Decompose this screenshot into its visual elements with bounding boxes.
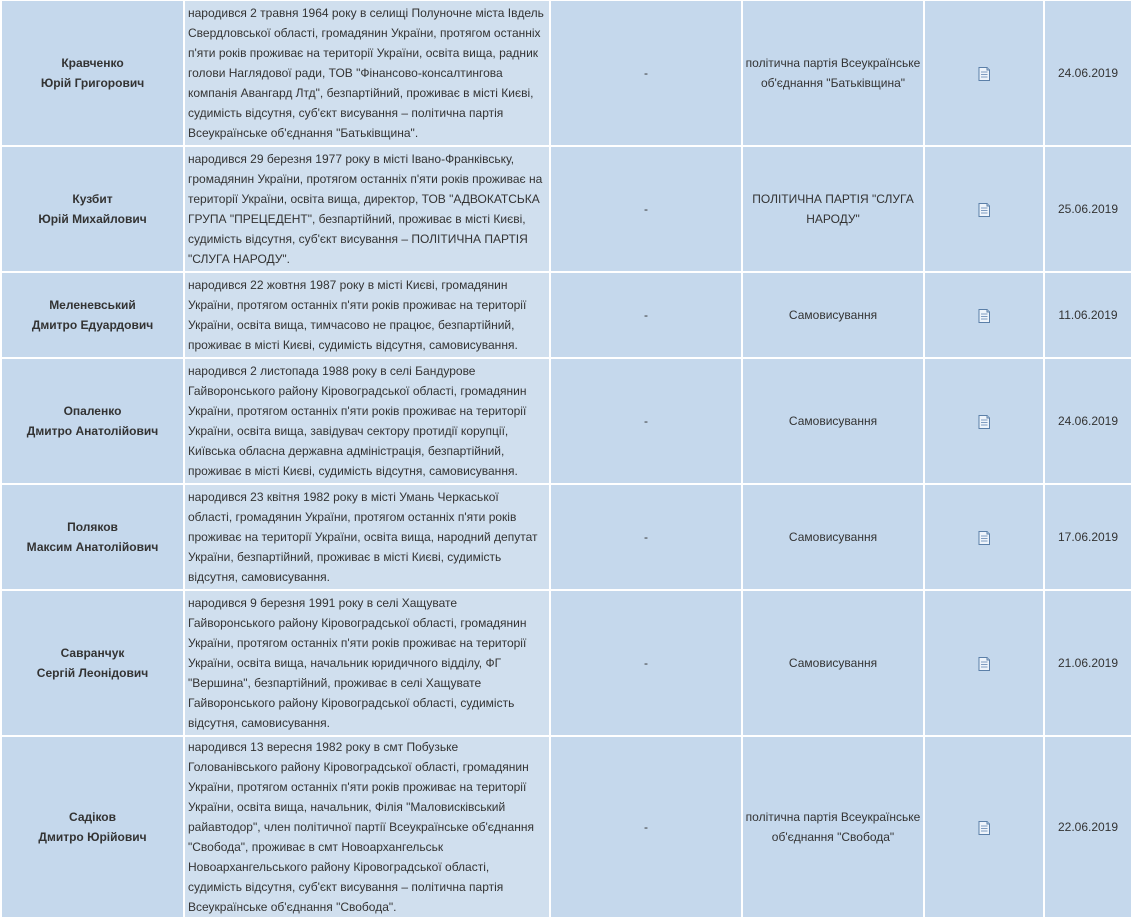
nominating-party: Самовисування	[743, 485, 923, 589]
candidate-surname: Садіков	[69, 810, 116, 824]
candidate-bio: народився 29 березня 1977 року в місті Івано-Франківську, громадянин України, протягом останніх п'яти років проживає на території України, освіта вища, директор, ТОВ "АДВОКАТСЬКА ГРУПА "ПРЕЦЕДЕНТ", безпартійний, проживає в місті Києві, судимість відсутня, суб'єкт висування – ПОЛІТИЧНА ПАРТІЯ "СЛУГА НАРОДУ".	[185, 147, 549, 271]
document-icon[interactable]	[976, 66, 992, 82]
registration-date: 25.06.2019	[1045, 147, 1131, 271]
nominating-party: політична партія Всеукраїнське об'єднання "Свобода"	[743, 737, 923, 917]
candidate-name	[2, 737, 183, 917]
candidate-surname: Савранчук	[60, 646, 125, 660]
document-icon[interactable]	[976, 414, 992, 430]
candidate-name	[2, 359, 183, 483]
empty-cell: -	[551, 147, 741, 271]
table-row	[2, 1, 1131, 145]
candidate-surname: Поляков	[67, 520, 118, 534]
table-row	[2, 147, 1131, 271]
document-icon[interactable]	[976, 202, 992, 218]
table-row	[2, 359, 1131, 483]
candidate-bio: народився 22 жовтня 1987 року в місті Києві, громадянин України, протягом останніх п'яти років проживає на території України, освіта вища, тимчасово не працює, безпартійний, проживає в місті Києві, судимість відсутня, самовисування.	[185, 273, 549, 357]
candidate-given-names: Дмитро Едуардович	[31, 318, 154, 332]
nominating-party: політична партія Всеукраїнське об'єднання "Батьківщина"	[743, 1, 923, 145]
document-icon[interactable]	[976, 820, 992, 836]
candidate-name	[2, 1, 183, 145]
candidates-table-body	[2, 1, 1131, 917]
registration-date: 17.06.2019	[1045, 485, 1131, 589]
candidate-given-names: Дмитро Юрійович	[38, 830, 147, 844]
nominating-party: ПОЛІТИЧНА ПАРТІЯ "СЛУГА НАРОДУ"	[743, 147, 923, 271]
empty-cell: -	[551, 485, 741, 589]
candidate-surname: Кравченко	[61, 56, 124, 70]
document-icon[interactable]	[976, 656, 992, 672]
nominating-party: Самовисування	[743, 591, 923, 735]
candidate-given-names: Юрій Григорович	[40, 76, 145, 90]
table-row	[2, 591, 1131, 735]
table-row	[2, 737, 1131, 917]
empty-cell: -	[551, 1, 741, 145]
registration-date: 22.06.2019	[1045, 737, 1131, 917]
document-icon[interactable]	[976, 530, 992, 546]
candidate-given-names: Юрій Михайлович	[38, 212, 147, 226]
candidate-bio: народився 9 березня 1991 року в селі Хащувате Гайворонського району Кіровоградської області, громадянин України, протягом останніх п'яти років проживає на території України, освіта вища, начальник юридичного відділу, ФГ "Вершина", безпартійний, проживає в селі Хащувате Гайворонського району Кіровоградської області, судимість відсутня, самовисування.	[185, 591, 549, 735]
candidate-surname: Опаленко	[63, 404, 122, 418]
candidate-given-names: Сергій Леонідович	[36, 666, 149, 680]
nominating-party: Самовисування	[743, 359, 923, 483]
nominating-party: Самовисування	[743, 273, 923, 357]
registration-date: 24.06.2019	[1045, 359, 1131, 483]
candidate-name	[2, 273, 183, 357]
empty-cell: -	[551, 273, 741, 357]
candidate-surname: Кузбит	[72, 192, 113, 206]
candidate-given-names: Максим Анатолійович	[26, 540, 159, 554]
candidate-given-names: Дмитро Анатолійович	[26, 424, 159, 438]
candidate-bio: народився 13 вересня 1982 року в смт Побузьке Голованівського району Кіровоградської області, громадянин України, протягом останніх п'яти років проживає на території України, освіта вища, начальник, Філія "Маловисківський райавтодор", член політичної партії Всеукраїнське об'єднання "Свобода", проживає в смт Новоархангельськ Новоархангельського району Кіровоградської області, судимість відсутня, суб'єкт висування – політична партія Всеукраїнське об'єднання "Свобода".	[185, 737, 549, 917]
candidate-name	[2, 591, 183, 735]
empty-cell: -	[551, 737, 741, 917]
empty-cell: -	[551, 359, 741, 483]
candidate-bio: народився 2 листопада 1988 року в селі Бандурове Гайворонського району Кіровоградської області, громадянин України, протягом останніх п'яти років проживає на території України, освіта вища, завідувач сектору протидії корупції, Київська обласна державна адміністрація, безпартійний, проживає в місті Києві, судимість відсутня, самовисування.	[185, 359, 549, 483]
candidate-name	[2, 147, 183, 271]
registration-date: 24.06.2019	[1045, 1, 1131, 145]
registration-date: 11.06.2019	[1045, 273, 1131, 357]
document-icon[interactable]	[976, 308, 992, 324]
candidate-bio: народився 23 квітня 1982 року в місті Умань Черкаської області, громадянин України, протягом останніх п'яти років проживає на території України, освіта вища, народний депутат України, безпартійний, проживає в місті Києві, судимість відсутня, самовисування.	[185, 485, 549, 589]
candidate-surname: Меленевський	[49, 298, 136, 312]
registration-date: 21.06.2019	[1045, 591, 1131, 735]
empty-cell: -	[551, 591, 741, 735]
table-row	[2, 273, 1131, 357]
table-row	[2, 485, 1131, 589]
candidate-name	[2, 485, 183, 589]
candidate-bio: народився 2 травня 1964 року в селищі Полуночне міста Івдель Свердловської області, громадянин України, протягом останніх п'яти років проживає на території України, освіта вища, радник голови Наглядової ради, ТОВ "Фінансово-консалтингова компанія Авангард Лтд", безпартійний, проживає в місті Києві, судимість відсутня, суб'єкт висування – політична партія Всеукраїнське об'єднання "Батьківщина".	[185, 1, 549, 145]
